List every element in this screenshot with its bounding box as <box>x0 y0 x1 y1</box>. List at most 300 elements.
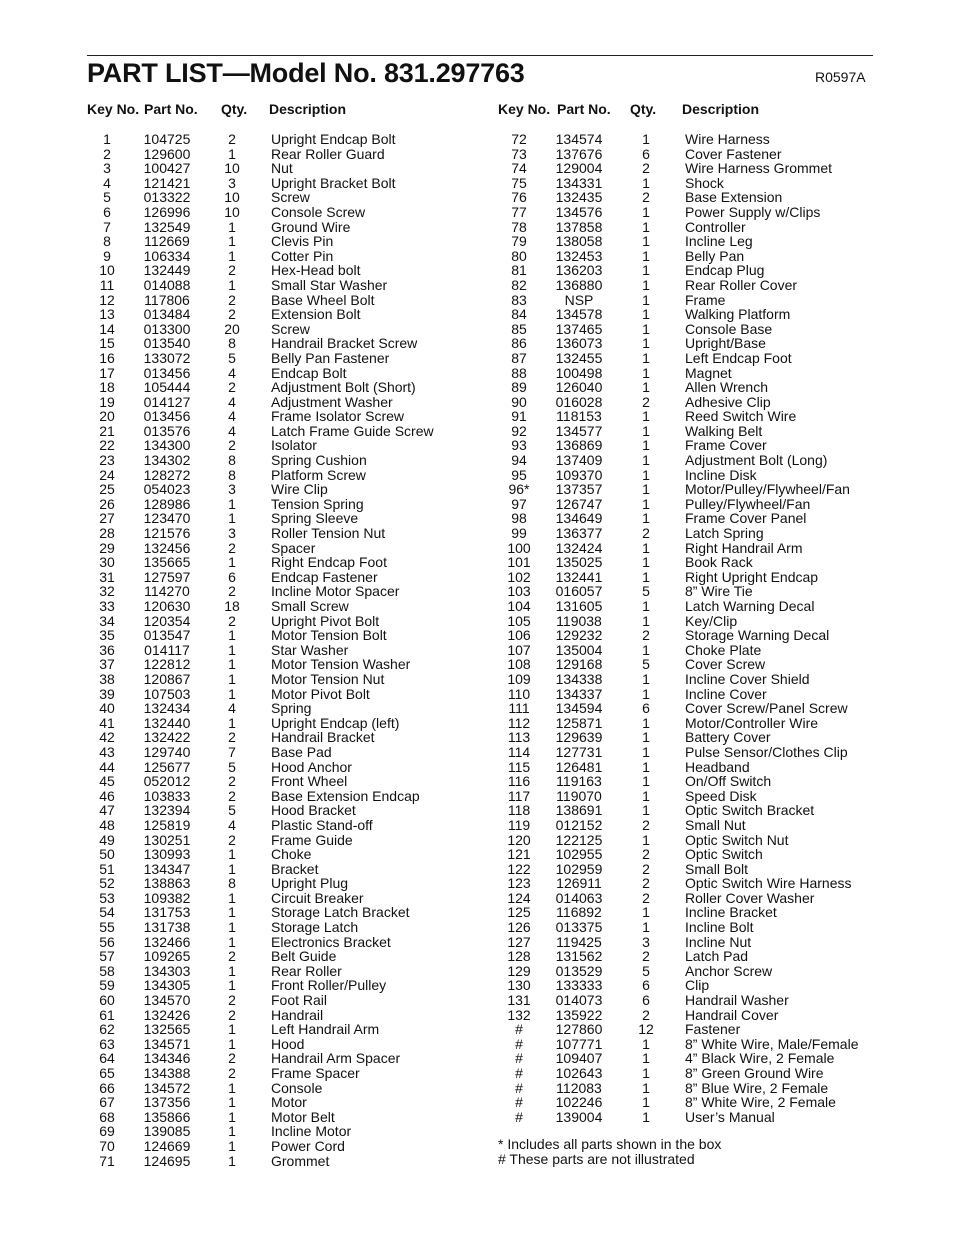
part-key-no: 48 <box>99 816 115 833</box>
part-qty: 1 <box>642 787 650 804</box>
part-key-no: 27 <box>99 510 115 527</box>
part-key-no: 86 <box>511 335 527 352</box>
part-number: 120630 <box>143 598 191 614</box>
part-number: 013375 <box>555 919 603 936</box>
part-number: 125871 <box>555 714 603 731</box>
part-description: Incline Nut <box>685 933 752 950</box>
part-key-no: 106 <box>507 627 531 644</box>
part-number: 129639 <box>555 729 603 746</box>
part-description: Rear Roller <box>271 962 342 979</box>
part-description: Motor Pivot Bolt <box>271 685 370 702</box>
part-key-no: 128 <box>507 948 531 965</box>
part-number: 102955 <box>555 846 603 863</box>
part-description: Base Extension <box>685 189 783 206</box>
part-key-no: 88 <box>511 364 527 381</box>
part-number: 130993 <box>143 846 191 863</box>
part-description: Walking Belt <box>685 422 763 439</box>
part-number: 132440 <box>143 714 191 731</box>
part-key-no: 33 <box>99 598 115 614</box>
part-key-no: 38 <box>99 670 115 687</box>
part-qty: 5 <box>642 656 650 673</box>
part-key-no: 32 <box>99 583 115 600</box>
part-number: 135004 <box>555 641 603 658</box>
part-number: 134570 <box>143 992 191 1009</box>
part-description: Adhesive Clip <box>685 393 771 410</box>
part-key-no: 71 <box>99 1152 115 1169</box>
part-qty: 1 <box>228 889 236 906</box>
part-qty: 2 <box>228 729 236 746</box>
part-number: 013484 <box>143 306 191 323</box>
part-number: 122812 <box>143 656 191 673</box>
part-qty: 2 <box>228 948 236 965</box>
part-qty: 2 <box>228 1065 236 1081</box>
part-description: Pulley/Flywheel/Fan <box>685 495 811 512</box>
part-key-no: 99 <box>511 525 527 542</box>
part-qty: 1 <box>642 379 650 396</box>
part-qty: 1 <box>228 714 236 731</box>
part-key-no: 58 <box>99 962 115 979</box>
part-description: 8” Wire Tie <box>685 583 753 600</box>
part-key-no: 35 <box>99 627 115 644</box>
part-description: Cover Screw <box>685 656 766 673</box>
part-key-no: 84 <box>511 306 527 323</box>
part-description: Ground Wire <box>271 218 351 235</box>
part-number: 132426 <box>143 1006 191 1023</box>
part-qty: 1 <box>228 276 236 293</box>
part-number: 127731 <box>555 743 603 760</box>
part-key-no: 51 <box>99 860 115 877</box>
part-qty: 2 <box>642 627 650 644</box>
part-number: 134347 <box>143 860 191 877</box>
part-qty: 1 <box>642 802 650 819</box>
part-number: 134346 <box>143 1050 191 1067</box>
part-description: Front Roller/Pulley <box>271 977 387 994</box>
part-key-no: 60 <box>99 992 115 1009</box>
header-part-no: Part No. <box>144 101 198 117</box>
part-number: 117806 <box>144 291 190 308</box>
part-key-no: # <box>515 1108 523 1125</box>
part-description: Spring Cushion <box>271 452 367 469</box>
part-key-no: 24 <box>99 466 115 483</box>
part-description: Motor/Controller Wire <box>685 714 819 731</box>
part-description: 8” Blue Wire, 2 Female <box>685 1079 829 1096</box>
part-qty: 2 <box>228 773 236 790</box>
part-qty: 1 <box>228 1123 236 1140</box>
part-number: 134594 <box>555 700 603 717</box>
part-description: Belly Pan <box>685 247 745 264</box>
part-qty: 1 <box>642 1079 650 1096</box>
part-description: Handrail Arm Spacer <box>271 1050 401 1067</box>
part-number: 109265 <box>143 948 191 965</box>
part-key-no: 65 <box>99 1065 115 1081</box>
part-description: Extension Bolt <box>271 306 361 323</box>
part-key-no: 20 <box>99 408 115 425</box>
part-description: Clevis Pin <box>271 233 334 250</box>
part-number: 127597 <box>143 568 191 585</box>
part-qty: 12 <box>638 1021 654 1038</box>
part-number: 102246 <box>555 1094 603 1111</box>
part-key-no: 124 <box>507 889 531 906</box>
part-key-no: 93 <box>511 437 527 454</box>
part-qty: 1 <box>228 495 236 512</box>
part-qty: 6 <box>642 145 650 162</box>
part-number: 118153 <box>556 408 602 425</box>
part-key-no: 17 <box>99 364 115 381</box>
part-key-no: 90 <box>511 393 527 410</box>
part-description: On/Off Switch <box>685 773 772 790</box>
header-description: Description <box>682 101 760 117</box>
part-number: 116892 <box>556 904 602 921</box>
part-key-no: 112 <box>507 714 531 731</box>
part-description: Power Supply w/Clips <box>685 203 821 220</box>
part-key-no: 75 <box>511 174 527 191</box>
part-description: Latch Warning Decal <box>685 598 815 614</box>
part-number: 013300 <box>143 320 191 337</box>
part-key-no: 22 <box>99 437 115 454</box>
part-number: 127860 <box>555 1021 603 1038</box>
part-key-no: 116 <box>507 773 531 790</box>
part-number: 014117 <box>144 641 190 658</box>
part-number: 012152 <box>555 816 603 833</box>
part-description: Optic Switch Wire Harness <box>685 875 852 892</box>
part-description: Upright Bracket Bolt <box>271 174 396 191</box>
part-key-no: 108 <box>507 656 531 673</box>
part-description: Pulse Sensor/Clothes Clip <box>685 743 848 760</box>
part-description: Hood <box>271 1035 305 1052</box>
part-description: Allen Wrench <box>685 379 769 396</box>
part-qty: 1 <box>642 247 650 264</box>
part-key-no: 105 <box>507 612 531 629</box>
part-description: Reed Switch Wire <box>685 408 797 425</box>
part-description: Magnet <box>685 364 732 381</box>
part-qty: 2 <box>642 889 650 906</box>
part-key-no: 34 <box>99 612 115 629</box>
part-qty: 2 <box>228 612 236 629</box>
part-description: Wire Harness Grommet <box>685 160 833 177</box>
part-number: 139085 <box>143 1123 191 1140</box>
part-key-no: 85 <box>511 320 527 337</box>
part-description: Shock <box>685 174 724 191</box>
part-key-no: 95 <box>511 466 527 483</box>
part-description: Frame Guide <box>271 831 353 848</box>
part-number: 120867 <box>143 670 191 687</box>
part-qty: 1 <box>642 276 650 293</box>
part-number: 112083 <box>556 1079 602 1096</box>
part-key-no: 14 <box>99 320 115 337</box>
part-qty: 3 <box>642 933 650 950</box>
part-description: Screw <box>271 189 310 206</box>
part-qty: 1 <box>642 452 650 469</box>
part-number: 133333 <box>555 977 603 994</box>
part-key-no: 18 <box>99 379 115 396</box>
part-key-no: 1 <box>103 131 111 147</box>
part-description: Console Screw <box>271 203 366 220</box>
part-qty: 4 <box>228 422 236 439</box>
part-key-no: 68 <box>99 1108 115 1125</box>
part-qty: 1 <box>642 408 650 425</box>
part-qty: 1 <box>642 233 650 250</box>
part-description: Console Base <box>685 320 773 337</box>
part-number: 134302 <box>143 452 191 469</box>
part-qty: 2 <box>228 992 236 1009</box>
part-description: Foot Rail <box>271 992 328 1009</box>
part-description: 4” Black Wire, 2 Female <box>685 1050 835 1067</box>
part-qty: 1 <box>642 568 650 585</box>
part-number: 135866 <box>143 1108 191 1125</box>
part-number: 134338 <box>555 670 603 687</box>
part-description: Anchor Screw <box>685 962 773 979</box>
part-number: 126911 <box>556 875 602 892</box>
part-number: 119425 <box>556 933 602 950</box>
part-key-no: 72 <box>511 131 527 147</box>
part-key-no: 118 <box>507 802 531 819</box>
part-number: 100498 <box>555 364 603 381</box>
part-number: 128986 <box>143 495 191 512</box>
part-key-no: 103 <box>507 583 531 600</box>
part-number: 137356 <box>143 1094 191 1111</box>
part-key-no: 110 <box>507 685 531 702</box>
part-number: 013576 <box>143 422 191 439</box>
part-description: Adjustment Bolt (Short) <box>271 379 416 396</box>
part-number: 102643 <box>555 1065 603 1081</box>
part-number: 052012 <box>143 773 191 790</box>
part-description: Left Handrail Arm <box>271 1021 380 1038</box>
header-description: Description <box>269 101 347 117</box>
part-qty: 1 <box>642 320 650 337</box>
part-key-no: 109 <box>507 670 531 687</box>
part-key-no: 89 <box>511 379 527 396</box>
part-key-no: 62 <box>99 1021 115 1038</box>
part-qty: 1 <box>642 670 650 687</box>
part-qty: 1 <box>228 685 236 702</box>
part-qty: 2 <box>642 816 650 833</box>
part-key-no: 2 <box>103 145 111 162</box>
part-qty: 1 <box>642 598 650 614</box>
part-number: 016028 <box>555 393 603 410</box>
part-key-no: # <box>515 1050 523 1067</box>
part-qty: 1 <box>642 758 650 775</box>
part-number: 114270 <box>144 583 190 600</box>
part-number: 132441 <box>555 568 603 585</box>
part-description: Incline Bolt <box>685 919 754 936</box>
part-description: Spring Sleeve <box>271 510 359 527</box>
part-number: 136377 <box>555 525 603 542</box>
part-key-no: 117 <box>507 787 531 804</box>
part-key-no: 92 <box>511 422 527 439</box>
part-key-no: 41 <box>99 714 115 731</box>
part-key-no: 43 <box>99 743 115 760</box>
part-description: Latch Pad <box>685 948 749 965</box>
part-description: Base Pad <box>271 743 332 760</box>
part-number: 135922 <box>555 1006 603 1023</box>
part-number: 054023 <box>143 481 191 498</box>
part-number: 120354 <box>143 612 191 629</box>
part-description: Adjustment Bolt (Long) <box>685 452 828 469</box>
footnote-hash: # These parts are not illustrated <box>498 1151 695 1167</box>
part-qty: 1 <box>228 1035 236 1052</box>
part-key-no: 28 <box>99 525 115 542</box>
part-key-no: 100 <box>507 539 531 556</box>
part-number: 137357 <box>555 481 603 498</box>
part-key-no: 19 <box>99 393 115 410</box>
part-key-no: 67 <box>99 1094 115 1111</box>
part-number: 014127 <box>143 393 191 410</box>
part-key-no: # <box>515 1021 523 1038</box>
part-qty: 1 <box>228 860 236 877</box>
part-qty: 6 <box>642 992 650 1009</box>
part-qty: 1 <box>642 131 650 147</box>
part-qty: 1 <box>642 437 650 454</box>
part-key-no: 47 <box>99 802 115 819</box>
part-number: 134300 <box>143 437 191 454</box>
part-description: Cover Fastener <box>685 145 782 162</box>
part-number: 013540 <box>143 335 191 352</box>
part-qty: 6 <box>228 568 236 585</box>
part-number: 132394 <box>143 802 191 819</box>
part-qty: 1 <box>642 539 650 556</box>
part-key-no: 114 <box>507 743 531 760</box>
part-description: Adjustment Washer <box>271 393 393 410</box>
part-description: Frame Spacer <box>271 1065 360 1081</box>
part-qty: 4 <box>228 816 236 833</box>
part-key-no: 45 <box>99 773 115 790</box>
part-key-no: 23 <box>99 452 115 469</box>
part-number: 119163 <box>556 773 602 790</box>
part-description: User’s Manual <box>685 1108 775 1125</box>
part-description: Motor/Pulley/Flywheel/Fan <box>685 481 850 498</box>
part-qty: 1 <box>642 743 650 760</box>
part-qty: 1 <box>228 641 236 658</box>
part-key-no: 53 <box>99 889 115 906</box>
part-key-no: 57 <box>99 948 115 965</box>
part-key-no: 37 <box>99 656 115 673</box>
part-number: 134337 <box>555 685 603 702</box>
part-key-no: 111 <box>508 700 530 717</box>
part-description: Upright Pivot Bolt <box>271 612 380 629</box>
part-qty: 3 <box>228 174 236 191</box>
part-qty: 2 <box>642 860 650 877</box>
part-key-no: 77 <box>511 203 527 220</box>
part-description: Upright Endcap (left) <box>271 714 400 731</box>
part-qty: 2 <box>228 437 236 454</box>
part-key-no: 121 <box>507 846 531 863</box>
part-description: Choke Plate <box>685 641 762 658</box>
part-description: Walking Platform <box>685 306 791 323</box>
part-number: 132456 <box>143 539 191 556</box>
part-key-no: 113 <box>507 729 531 746</box>
part-key-no: 61 <box>99 1006 115 1023</box>
part-qty: 1 <box>642 203 650 220</box>
part-description: Storage Latch <box>271 919 359 936</box>
part-qty: 5 <box>642 583 650 600</box>
part-qty: 8 <box>228 335 236 352</box>
part-key-no: 29 <box>99 539 115 556</box>
part-key-no: 80 <box>511 247 527 264</box>
part-description: Belly Pan Fastener <box>271 349 390 366</box>
part-description: Incline Cover <box>685 685 767 702</box>
part-number: 121421 <box>143 174 191 191</box>
part-number: 125819 <box>143 816 191 833</box>
part-number: 131605 <box>555 598 603 614</box>
part-number: 107771 <box>555 1035 603 1052</box>
part-qty: 10 <box>224 160 240 177</box>
part-key-no: 96* <box>508 481 530 498</box>
part-key-no: 6 <box>103 203 111 220</box>
part-number: 132434 <box>143 700 191 717</box>
part-description: Clip <box>685 977 710 994</box>
part-key-no: 64 <box>99 1050 115 1067</box>
footnotes <box>498 1137 721 1167</box>
part-qty: 1 <box>642 919 650 936</box>
part-key-no: 123 <box>507 875 531 892</box>
part-qty: 6 <box>642 700 650 717</box>
part-number: 130251 <box>143 831 191 848</box>
part-qty: 5 <box>228 758 236 775</box>
part-qty: 1 <box>642 495 650 512</box>
part-qty: 2 <box>642 160 650 177</box>
part-key-no: 15 <box>99 335 115 352</box>
part-qty: 5 <box>642 962 650 979</box>
part-qty: 1 <box>228 247 236 264</box>
part-number: 107503 <box>143 685 191 702</box>
part-description: Endcap Bolt <box>271 364 347 381</box>
part-description: Screw <box>271 320 310 337</box>
part-qty: 1 <box>642 1065 650 1081</box>
part-key-no: 73 <box>511 145 527 162</box>
part-number: 126747 <box>555 495 603 512</box>
part-qty: 4 <box>228 408 236 425</box>
part-number: 013529 <box>555 962 603 979</box>
part-qty: 2 <box>228 379 236 396</box>
part-qty: 1 <box>228 919 236 936</box>
part-number: 134649 <box>555 510 603 527</box>
part-description: Tension Spring <box>271 495 364 512</box>
part-key-no: 104 <box>507 598 531 614</box>
part-qty: 1 <box>642 466 650 483</box>
header-key-no: Key No. <box>87 101 140 117</box>
part-qty: 1 <box>642 641 650 658</box>
part-description: Handrail Bracket <box>271 729 375 746</box>
part-qty: 1 <box>228 933 236 950</box>
part-description: Frame Cover <box>685 437 767 454</box>
part-description: Right Upright Endcap <box>685 568 819 585</box>
part-number: 134571 <box>143 1035 191 1052</box>
part-description: Small Nut <box>685 816 746 833</box>
part-number: 132549 <box>143 218 191 235</box>
part-qty: 1 <box>642 218 650 235</box>
part-number: 137858 <box>555 218 603 235</box>
part-number: 136880 <box>555 276 603 293</box>
part-description: Grommet <box>271 1152 330 1169</box>
part-description: Key/Clip <box>685 612 738 629</box>
part-number: 124695 <box>143 1152 191 1169</box>
part-key-no: 98 <box>511 510 527 527</box>
part-number: 109382 <box>143 889 191 906</box>
part-number: 136073 <box>555 335 603 352</box>
part-key-no: # <box>515 1079 523 1096</box>
part-qty: 1 <box>642 831 650 848</box>
part-number: 129004 <box>555 160 603 177</box>
part-description: Rear Roller Cover <box>685 276 798 293</box>
part-qty: 4 <box>228 700 236 717</box>
part-qty: 18 <box>224 598 240 614</box>
part-key-no: 4 <box>103 174 111 191</box>
part-qty: 2 <box>642 1006 650 1023</box>
part-number: 013322 <box>143 189 191 206</box>
part-qty: 4 <box>228 393 236 410</box>
part-description: Nut <box>271 160 293 177</box>
part-description: 8” Green Ground Wire <box>685 1065 824 1081</box>
